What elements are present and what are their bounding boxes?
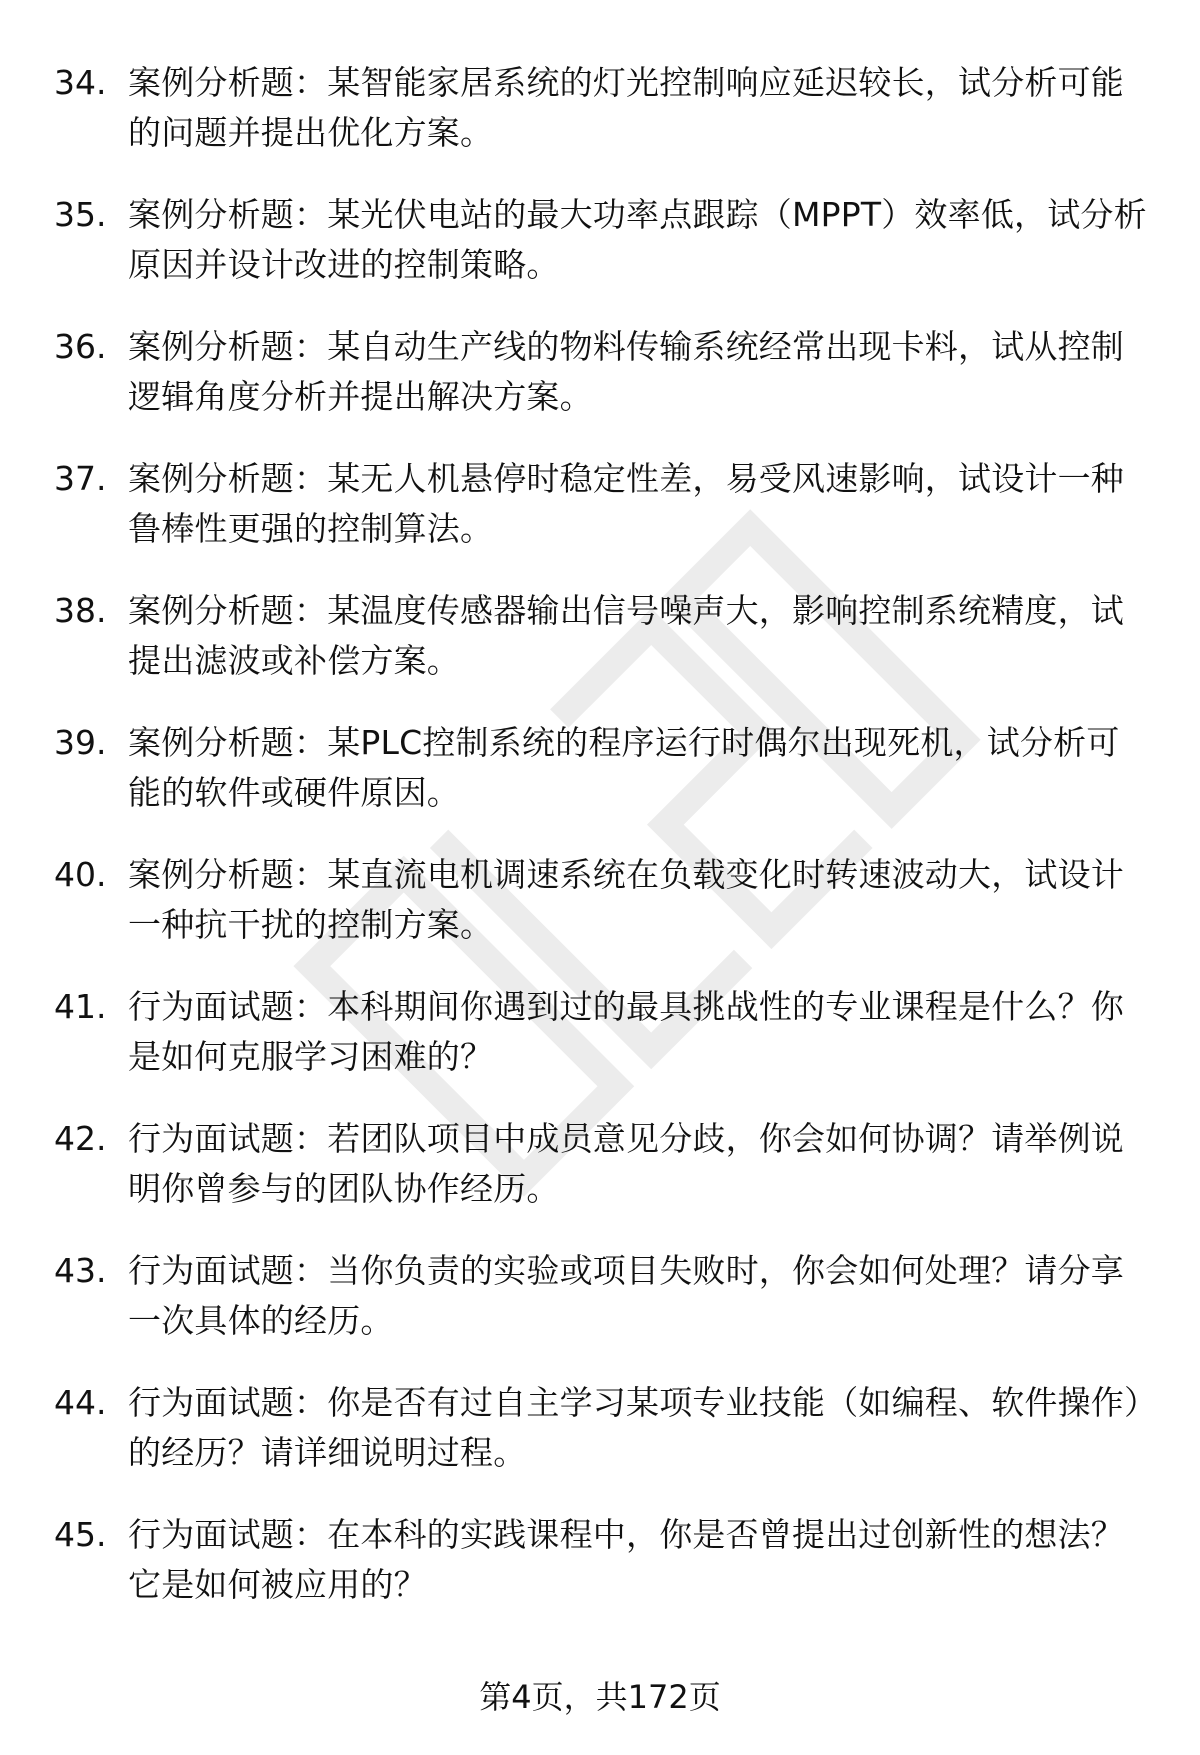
question-number: 42.	[54, 1119, 107, 1158]
question-text: 案例分析题：某温度传感器输出信号噪声大，影响控制系统精度，试提出滤波或补偿方案。	[128, 591, 1124, 680]
question-number: 38.	[54, 591, 107, 630]
question-number: 37.	[54, 459, 107, 498]
question-text: 案例分析题：某无人机悬停时稳定性差，易受风速影响，试设计一种鲁棒性更强的控制算法。	[128, 459, 1124, 548]
question-item-35	[54, 190, 1154, 322]
question-item-43	[54, 1246, 1154, 1378]
question-text: 行为面试题：本科期间你遇到过的最具挑战性的专业课程是什么？你是如何克服学习困难的？	[128, 987, 1124, 1076]
question-item-37	[54, 454, 1154, 586]
question-number: 35.	[54, 195, 107, 234]
page-indicator: 第4页，共172页	[479, 1678, 721, 1716]
question-number: 34.	[54, 63, 107, 102]
question-number: 43.	[54, 1251, 107, 1290]
question-item-39	[54, 718, 1154, 850]
question-item-38	[54, 586, 1154, 718]
question-item-42	[54, 1114, 1154, 1246]
question-text: 行为面试题：若团队项目中成员意见分歧，你会如何协调？请举例说明你曾参与的团队协作经历。	[128, 1119, 1124, 1208]
question-item-41	[54, 982, 1154, 1114]
question-number: 36.	[54, 327, 107, 366]
question-text: 行为面试题：你是否有过自主学习某项专业技能（如编程、软件操作）的经历？请详细说明过程。	[128, 1383, 1141, 1472]
question-item-34	[54, 58, 1154, 190]
question-number: 39.	[54, 723, 107, 762]
question-text: 案例分析题：某PLC控制系统的程序运行时偶尔出现死机，试分析可能的软件或硬件原因。	[128, 723, 1120, 812]
question-text: 案例分析题：某直流电机调速系统在负载变化时转速波动大，试设计一种抗干扰的控制方案。	[128, 855, 1124, 944]
question-number: 44.	[54, 1383, 107, 1422]
question-item-40	[54, 850, 1154, 982]
question-list	[54, 58, 1154, 1642]
question-text: 行为面试题：当你负责的实验或项目失败时，你会如何处理？请分享一次具体的经历。	[128, 1251, 1124, 1340]
question-text: 案例分析题：某光伏电站的最大功率点跟踪（MPPT）效率低，试分析原因并设计改进的控制策略。	[128, 195, 1147, 284]
question-number: 40.	[54, 855, 107, 894]
question-number: 45.	[54, 1515, 107, 1554]
question-text: 案例分析题：某智能家居系统的灯光控制响应延迟较长，试分析可能的问题并提出优化方案。	[128, 63, 1124, 152]
question-number: 41.	[54, 987, 107, 1026]
question-item-36	[54, 322, 1154, 454]
question-text: 行为面试题：在本科的实践课程中，你是否曾提出过创新性的想法？它是如何被应用的？	[128, 1515, 1124, 1604]
question-item-44	[54, 1378, 1154, 1510]
question-item-45	[54, 1510, 1154, 1642]
question-text: 案例分析题：某自动生产线的物料传输系统经常出现卡料，试从控制逻辑角度分析并提出解决方案。	[128, 327, 1124, 416]
